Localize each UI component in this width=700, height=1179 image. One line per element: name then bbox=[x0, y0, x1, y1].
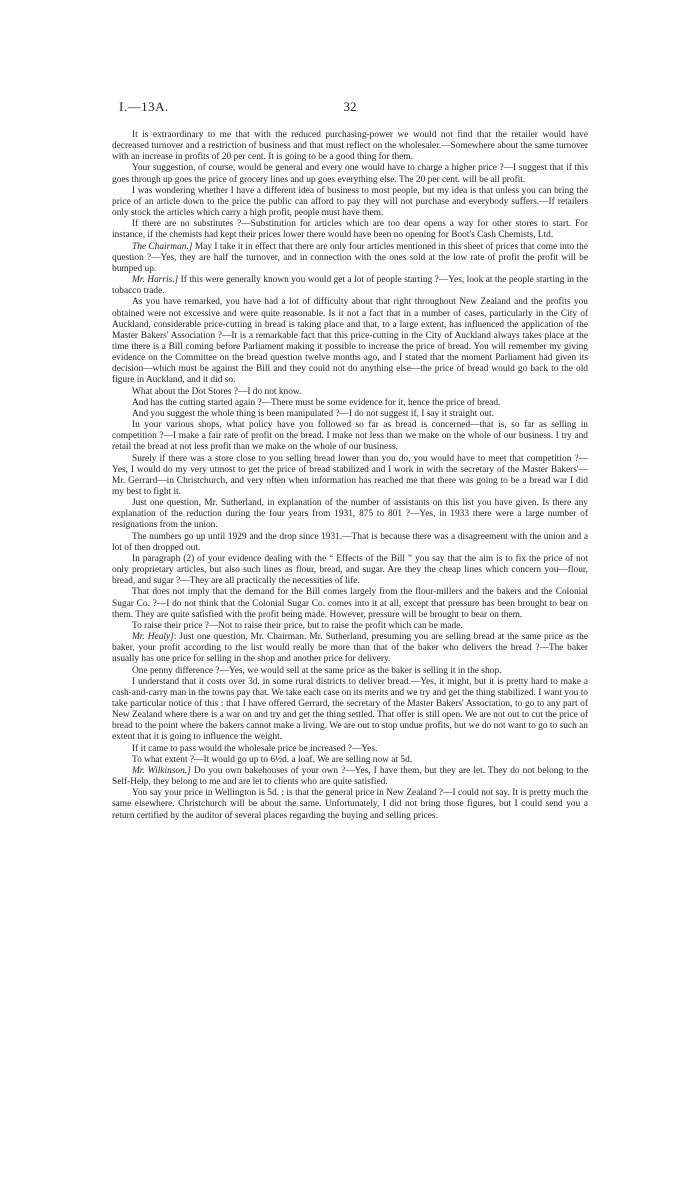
page-number: 32 bbox=[343, 99, 357, 114]
evidence-paragraph bbox=[112, 130, 588, 163]
running-header bbox=[119, 99, 581, 115]
paragraph-text: And has the cutting started again ?—There must be some evidence for it, hence the price of bread. bbox=[132, 397, 501, 408]
paragraph-text: In your various shops, what policy have you followed so far as bread is concerned—that is, so far as selling in competition ?—I make a fair rate of profit on the bread. I make not less than we make on the whole of our business. I try and retail the bread at not less profit than we make on the whole of our business. bbox=[112, 420, 588, 453]
evidence-paragraph bbox=[112, 398, 588, 409]
paragraph-text: That does not imply that the demand for the Bill comes largely from the flour-millers and the bakers and the Colonial Sugar Co. ?—I do not think that the Colonial Sugar Co. comes into it at all, except that pressure has been brought to bear on them. They are quite satisfied with the profit being made. However, pressure will be brought to bear on them. bbox=[112, 587, 588, 620]
paragraph-text: I understand that it costs over 3d. in some rural districts to deliver bread.—Yes, it might, but it is pretty hard to make a cash-and-carry man in the towns pay that. We take each case on its merits and we try and get the thing stabilized. I want you to take particular notice of this : that I have offered Gerrard, the secretary of the Master Bakers' Association, to go to any part of New Zealand where there is a war on and try and get the thing settled. That offer is still open. We are not out to cut the price of bread to the point where the bakers cannot make a living. We are out to stop undue profits, but we do not want to go to such an extent that it is going to influence the weight. bbox=[112, 676, 588, 743]
paragraph-text: And you suggest the whole thing is been manipulated ?—I do not suggest if, I say it straight out. bbox=[132, 408, 494, 419]
evidence-paragraph bbox=[112, 219, 588, 241]
paragraph-text: You say your price in Wellington is 5d. ; is that the general price in New Zealand ?—I could not say. It is pretty much the same elsewhere. Christchurch will be about the same. Unfortunately, I did not bring those figures, but I could send you a return certified by the auditor of several places regarding the buying and selling prices. bbox=[112, 788, 588, 821]
evidence-paragraph bbox=[112, 409, 588, 420]
speaker-name: Mr. Harris.] bbox=[132, 275, 179, 286]
paragraph-text: As you have remarked, you have had a lot of difficulty about that right throughout New Zealand and the profits you obtained were not excessive and were quite reasonable. Is it not a fact that in a number of cases, particularly in the City of Auckland, considerable price-cutting in bread is taking place and that, to a large extent, has influenced the application of the Master Bakers' Association ?—It is a remarkable fact that this price-cutting in the City of Auckland always takes place at the time there is a Bill coming before Parliament making it possible to increase the price of bread. You will remember my giving evidence on the Committee on the bread question twelve months ago, and I stated that the moment Parliament had given its decision—which must be against the Bill and they could not do anything else—the price of bread would go back to the old figure in Auckland, and it did so. bbox=[112, 297, 588, 386]
speaker-name: The Chairman.] bbox=[132, 241, 193, 252]
speaker-name: Mr. Healy] bbox=[132, 632, 174, 643]
paragraph-text: In paragraph (2) of your evidence dealing with the “ Effects of the Bill ” you say that the aim is to fix the price of not only proprietary articles, but also such lines as flour, bread, and sugar. Are they the cheap lines which concern you—flour, bread, and sugar ?—They are all practically the necessities of life. bbox=[112, 553, 588, 587]
evidence-paragraph bbox=[112, 498, 588, 531]
paragraph-text: One penny difference ?—Yes, we would sell at the same price as the baker is selling it in the shop. bbox=[132, 665, 502, 676]
evidence-paragraph bbox=[112, 755, 588, 766]
evidence-paragraph bbox=[112, 275, 588, 297]
paragraph-text: Do you own bakehouses of your own ?—Yes, I have them, but they are let. They do not belong to the Self-Help, they belong to me and are let to clients who are quite satisfied. bbox=[112, 765, 588, 788]
paragraph-text: If this were generally known you would get a lot of people starting ?—Yes, look at the people starting in the tobacco trade. bbox=[112, 275, 588, 297]
paragraph-text: May I take it in effect that there are only four articles mentioned in this sheet of prices that come into the question ?—Yes, they are half the turnover, and in connection with the ones sold at the low rate of profit the profit will be bumped up. bbox=[112, 241, 588, 274]
paragraph-text: To what extent ?—It would go up to 6½d. a loaf. We are selling now at 5d. bbox=[132, 754, 413, 765]
evidence-paragraph bbox=[112, 420, 588, 453]
evidence-paragraph bbox=[112, 387, 588, 398]
evidence-paragraph bbox=[112, 632, 588, 665]
evidence-paragraph bbox=[112, 788, 588, 821]
evidence-paragraph bbox=[112, 587, 588, 620]
paragraph-text: What about the Dot Stores ?—I do not know. bbox=[132, 386, 302, 397]
paragraph-text: The numbers go up until 1929 and the drop since 1931.—That is because there was a disagreement with the union and a lot of then dropped out. bbox=[112, 531, 588, 553]
paragraph-text: To raise their price ?—Not to raise their price, but to raise the profit which can be made. bbox=[132, 620, 463, 631]
evidence-paragraph bbox=[112, 554, 588, 587]
evidence-paragraph bbox=[112, 242, 588, 275]
speaker-name: Mr. Wilkinson.] bbox=[132, 765, 191, 776]
evidence-text bbox=[112, 130, 588, 822]
evidence-paragraph bbox=[112, 766, 588, 788]
paragraph-text: I was wondering whether I have a different idea of business to most people, but my idea is that unless you can bring the price of an article down to the price the public can afford to pay they will not purchase and everybody suffers.—If retailers only stock the articles which carry a high profit, people must have them. bbox=[112, 185, 588, 219]
paragraph-text: Just one question, Mr. Sutherland, in explanation of the number of assistants on this list you have given. Is there any explanation of the reduction during the four years from 1931, 875 to 801 ?—Yes, in 1933 there were a large number of resignations from the union. bbox=[112, 498, 588, 531]
evidence-paragraph bbox=[112, 621, 588, 632]
evidence-paragraph bbox=[112, 297, 588, 386]
paragraph-text: : Just one question, Mr. Chairman. Mr. Sutherland, presuming you are selling bread at the same price as the baker, your profit according to the list would really be more than that of the baker who delivers the bread ?—The baker usually has one price for selling in the shop and another price for delivery. bbox=[112, 632, 588, 665]
paragraph-text: It is extraordinary to me that with the reduced purchasing-power we would not find that the retailer would have decreased turnover and a restriction of business and that must reflect on the wholesaler.—Somewhere about the same turnover with an increase in profits of 20 per cent. It is going to be a good thing for them. bbox=[112, 130, 588, 163]
evidence-paragraph bbox=[112, 666, 588, 677]
evidence-paragraph bbox=[112, 744, 588, 755]
paragraph-text: Your suggestion, of course, would be general and every one would have to charge a higher price ?—I suggest that if this goes through up goes the price of grocery lines and up goes everything else. The 20 per cent. will be all profit. bbox=[112, 163, 588, 185]
paragraph-text: If there are no substitutes ?—Substitution for articles which are too dear opens a way for other stores to start. For instance, if the chemists had kept their prices lower there would have been no opening for Boot's Cash Chemists, Ltd. bbox=[112, 219, 588, 241]
evidence-paragraph bbox=[112, 186, 588, 219]
evidence-paragraph bbox=[112, 163, 588, 185]
paper-reference: I.—13A. bbox=[119, 99, 169, 114]
evidence-paragraph bbox=[112, 532, 588, 554]
paragraph-text: If it came to pass would the wholesale price be increased ?—Yes. bbox=[132, 743, 378, 754]
evidence-paragraph bbox=[112, 677, 588, 744]
paragraph-text: Surely if there was a store close to you selling bread lower than you do, you would have to meet that competition ?—Yes, I would do my very utmost to get the price of bread stabilized and I work in with the secretary of the Master Bakers'—Mr. Gerrard—in Christchurch, and very often when information has reached me that there was going to be a bread war I did my best to fight it. bbox=[112, 453, 588, 497]
evidence-paragraph bbox=[112, 454, 588, 499]
